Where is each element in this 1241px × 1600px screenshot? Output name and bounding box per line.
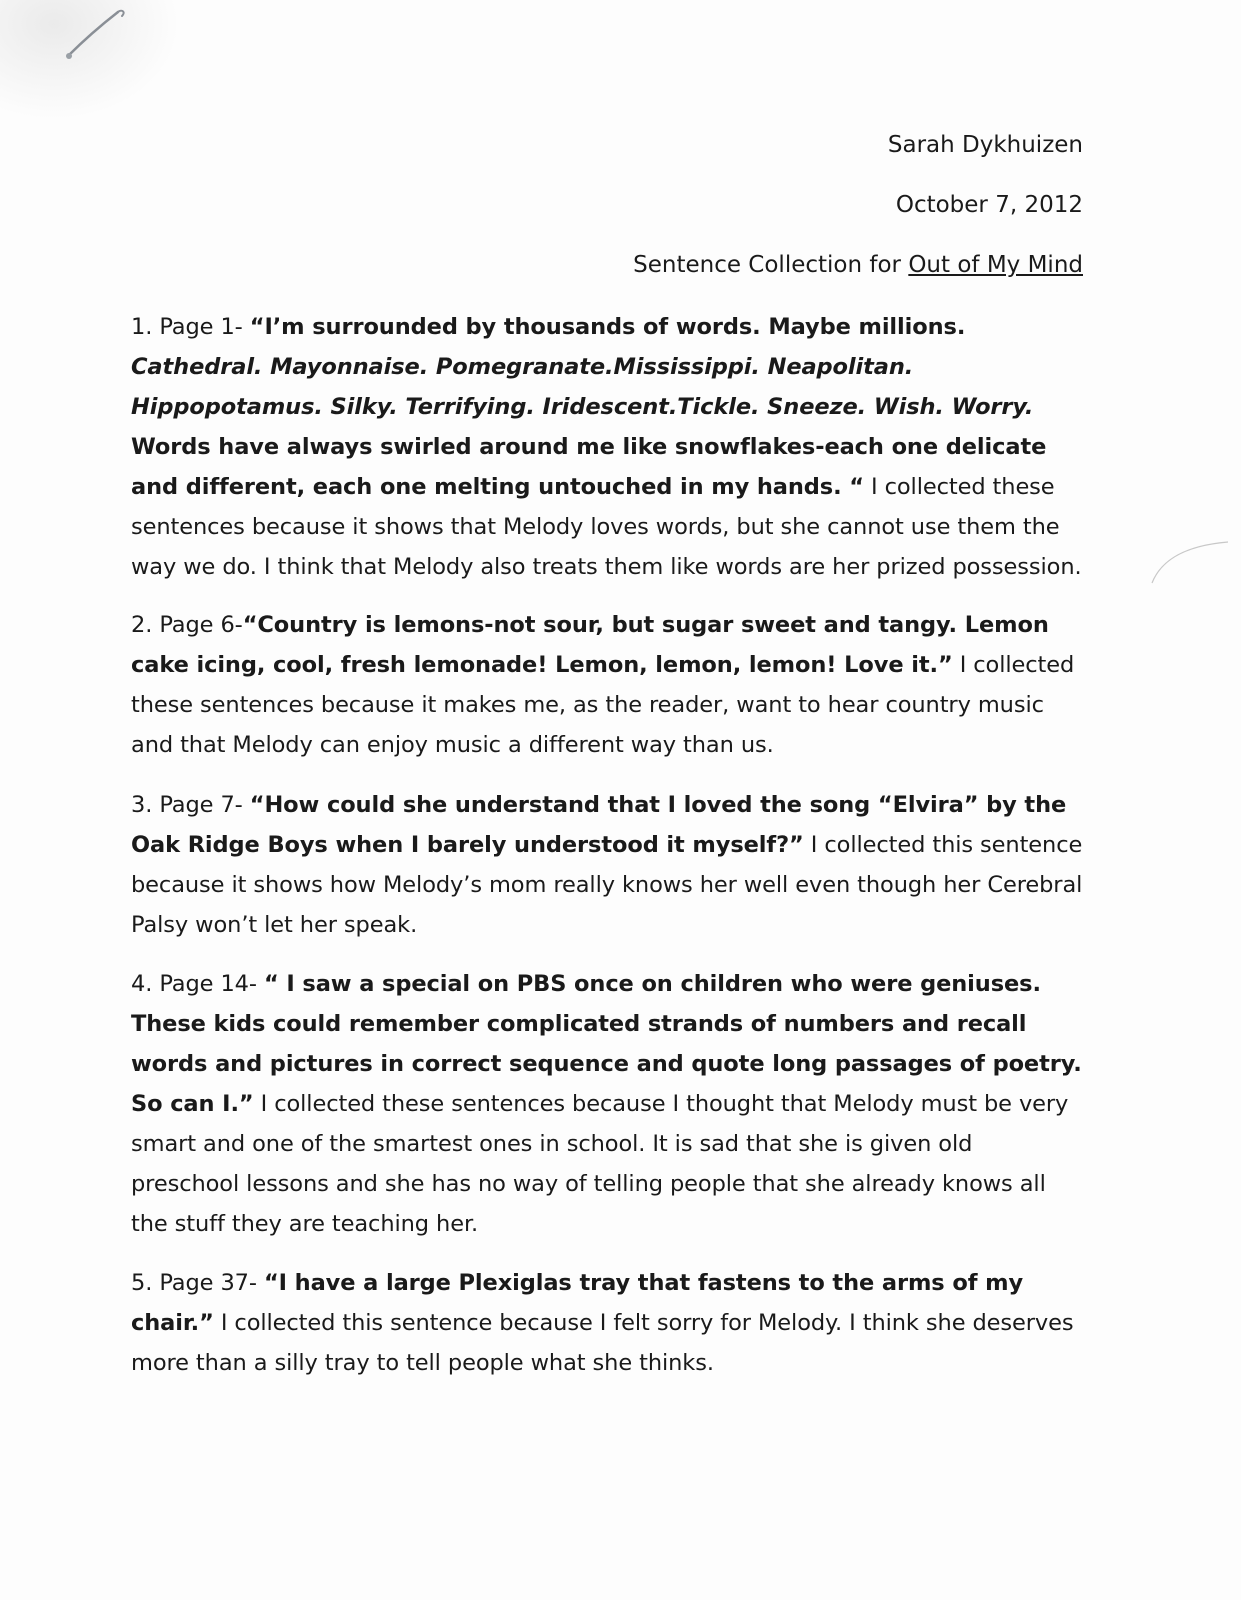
document-date: October 7, 2012	[895, 192, 1083, 218]
entry-quote-italic: Cathedral. Mayonnaise. Pomegranate.Mississippi. Neapolitan. Hippopotamus. Silky. Terrifying. Iridescent.Tickle. Sneeze. Wish. Worry.	[131, 354, 1034, 420]
entry-page: Page 14-	[159, 971, 257, 997]
entry-page: Page 7-	[159, 792, 243, 818]
entry-quote: Words have always swirled around me like snowflakes-each one delicate and different, each one melting untouched in my hands. “	[131, 434, 1047, 500]
entry-comment: I collected these sentences because it shows that Melody loves words, but she cannot use them the way we do. I think that Melody also treats them like words are her prized possession.	[131, 474, 1082, 580]
title-prefix: Sentence Collection for	[633, 252, 909, 278]
entry-quote: “ I saw a special on PBS once on children who were geniuses. These kids could remember complicated strands of numbers and recall words and pictures in correct sequence and quote long passages of poetry. So can I.”	[131, 971, 1082, 1117]
entry-quote: “I have a large Plexiglas tray that fastens to the arms of my chair.”	[131, 1270, 1024, 1336]
entry-quote: “Country is lemons-not sour, but sugar sweet and tangy. Lemon cake icing, cool, fresh lemonade! Lemon, lemon, lemon! Love it.”	[131, 612, 1049, 678]
entry-page: Page 1-	[159, 314, 243, 340]
document-title	[633, 250, 1083, 280]
entry-number: 2.	[131, 612, 153, 638]
entry-number: 4.	[131, 971, 153, 997]
entry-page: Page 37-	[159, 1270, 257, 1296]
entry-comment: I collected this sentence because it shows how Melody’s mom really knows her well even though her Cerebral Palsy won’t let her speak.	[131, 832, 1083, 938]
entry-5	[131, 1263, 1086, 1383]
book-title: Out of My Mind	[908, 252, 1083, 278]
entry-comment: I collected these sentences because I thought that Melody must be very smart and one of the smartest ones in school. It is sad that she is given old preschool lessons and she has no way of telling people that she already knows all the stuff they are teaching her.	[131, 1091, 1069, 1237]
entry-quote: “I’m surrounded by thousands of words. Maybe millions.	[249, 314, 966, 340]
paper-fold-mark	[1150, 538, 1230, 588]
entry-page: Page 6-	[159, 612, 243, 638]
entry-quote: “How could she understand that I loved the song “Elvira” by the Oak Ridge Boys when I barely understood it myself?”	[131, 792, 1067, 858]
entry-number: 5.	[131, 1270, 153, 1296]
entry-4	[131, 964, 1086, 1244]
staple-icon	[60, 4, 130, 64]
entry-3	[131, 785, 1086, 945]
entry-comment: I collected these sentences because it makes me, as the reader, want to hear country music and that Melody can enjoy music a different way than us.	[131, 652, 1075, 758]
entry-number: 3.	[131, 792, 153, 818]
entry-1	[131, 307, 1086, 587]
entry-2	[131, 605, 1086, 765]
entry-comment: I collected this sentence because I felt sorry for Melody. I think she deserves more than a silly tray to tell people what she thinks.	[131, 1310, 1074, 1376]
author-name: Sarah Dykhuizen	[887, 132, 1083, 158]
entry-number: 1.	[131, 314, 153, 340]
